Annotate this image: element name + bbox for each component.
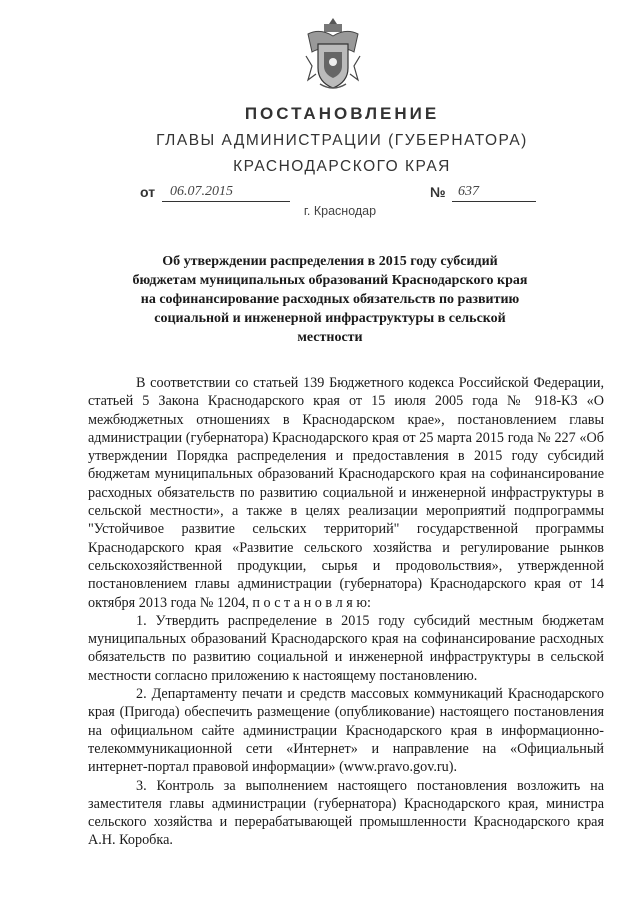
document-body [88, 374, 604, 850]
city-label: г. Краснодар [303, 204, 377, 218]
date-value: 06.07.2015 [162, 184, 290, 202]
preamble-paragraph: В соответствии со статьей 139 Бюджетного кодекса Российской Федерации, статьей 5 Закона Краснодарского края от 15 июля 2005 года № 918-КЗ «О межбюджетных отношениях в Краснодарском крае», постановлением главы администрации (губернатора) Краснодарского края от 25 марта 2015 года № 227 «Об утверждении Порядка распределения и предоставления в 2015 году субсидий бюджетам муниципальных образований Краснодарского края на софинансирование расходных обязательств по развитию социальной и инженерной инфраструктуры в сельской местности», а также в целях реализации мероприятий подпрограммы "Устойчивое развитие сельских территорий" государственной программы Краснодарского края «Развитие сельского хозяйства и регулирование рынков сельскохозяйственной продукции, сырья и продовольствия», утвержденной постановлением главы администрации (губернатора) Краснодарского края от 14 октября 2013 года № 1204, п о с т а н о в л я ю: [88, 375, 604, 611]
date-label: от [140, 184, 156, 200]
clause-3-paragraph: 3. Контроль за выполнением настоящего постановления возложить на заместителя главы администрации (губернатора) Краснодарского края, министра сельского хозяйства и перерабатывающей промышленности Краснодарского края А.Н. Коробка. [88, 777, 604, 849]
number-label: № [430, 184, 446, 200]
document-title: Об утверждении распределения в 2015 году субсидий бюджетам муниципальных образований Краснодарского края на софинансирование расходных обязательств по развитию социальной и инженерной инфраструктуры в сельской местности [132, 254, 528, 345]
region-heading: КРАСНОДАРСКОГО КРАЯ [233, 158, 451, 175]
clause-2-paragraph: 2. Департаменту печати и средств массовых коммуникаций Краснодарского края (Пригода) обеспечить размещение (опубликование) настоящего постановления на официальном сайте администрации Краснодарского края в информационно-телекоммуникационной сети «Интернет» и направление на «Официальный интернет-портал правовой информации» (www.pravo.gov.ru). [88, 686, 604, 776]
coat-of-arms-icon [300, 12, 366, 94]
number-value: 637 [452, 184, 536, 202]
issuer-heading: ГЛАВЫ АДМИНИСТРАЦИИ (ГУБЕРНАТОРА) [156, 132, 528, 149]
document-type-heading: ПОСТАНОВЛЕНИЕ [244, 104, 440, 123]
clause-1-paragraph: 1. Утвердить распределение в 2015 году субсидий местным бюджетам муниципальных образований Краснодарского края на софинансирование расходных обязательств по развитию социальной и инженерной инфраструктуры в сельской местности согласно приложению к настоящему постановлению. [88, 612, 604, 684]
